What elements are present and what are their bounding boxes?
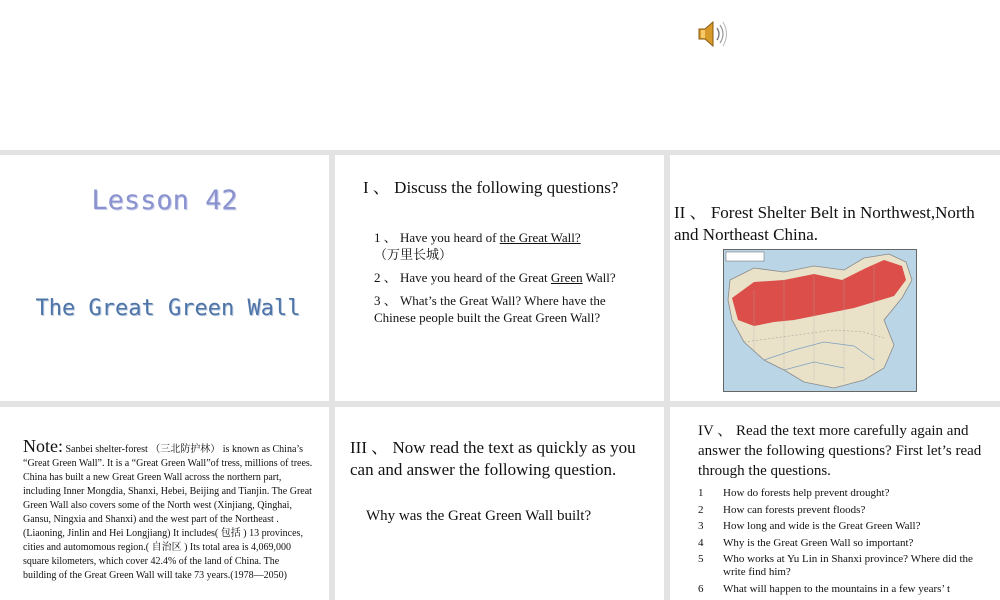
speaker-icon[interactable] <box>696 18 730 50</box>
question-number: 1 、 <box>374 230 397 245</box>
question-underlined: Green <box>550 270 583 285</box>
list-item-number: 6 <box>698 582 704 595</box>
list-item-number: 4 <box>698 536 704 549</box>
list-item-number: 5 <box>698 553 704 565</box>
note-label: Note: <box>23 436 63 456</box>
discuss-question <box>374 269 636 286</box>
list-item <box>698 583 988 596</box>
careful-read-question-list <box>698 487 988 599</box>
list-item-text: Who works at Yu Lin in Shanxi province? Where did the write find him? <box>723 553 973 578</box>
discuss-heading: I 、 Discuss the following questions? <box>363 178 619 197</box>
question-number: 2 、 <box>374 270 397 285</box>
quick-read-heading: III 、 Now read the text as quickly as you can and answer the following question. <box>350 438 636 479</box>
list-item-number: 3 <box>698 520 704 532</box>
list-item <box>698 537 988 550</box>
list-item <box>698 553 988 579</box>
list-item-text: Why is the Great Green Wall so important? <box>723 536 914 549</box>
slide-forest-belt[interactable] <box>670 155 1000 401</box>
lesson-title: Lesson 42 <box>91 185 238 216</box>
discuss-question-list <box>374 229 636 332</box>
question-underlined: the Great Wall? <box>499 230 581 245</box>
discuss-question <box>374 292 636 326</box>
list-item <box>698 487 988 500</box>
list-item-text: How do forests help prevent drought? <box>723 487 890 499</box>
note-text: Sanbei shelter-forest （三北防护林） is known as China’s “Great Green Wall”. It is a “Great Green Wall”of tress, millions of trees. China has built a new Great Green Wall across the northern part, including Inner Mongdia, Shanxi, Hebei, Beijing and Tianjin. The Great Green Wall also covers some of the North west (Xinjiang, Qinghai, Gansu, Ningxia and Shanxi) and the west part of the Northeast .(Liaoning, Jinlin and Hei Longjiang) It includes( 包括 ) 13 provinces, cities and automomous region.( 自治区 ) Its total area is 4,069,000 square kilometers, which cover 42.4% of the land of China. The building of the Great Green Wall will take 73 years.(1978—2050) <box>23 444 313 581</box>
slide-careful-read[interactable] <box>670 407 1000 600</box>
list-item-text: How long and wide is the Great Green Wall? <box>723 520 921 532</box>
top-band <box>0 0 1000 150</box>
slide-lesson-title[interactable] <box>0 155 329 401</box>
question-number: 3 、 <box>374 293 397 308</box>
forest-belt-heading: II 、 Forest Shelter Belt in Northwest,North and Northeast China. <box>674 203 975 244</box>
note-block <box>23 436 313 583</box>
list-item-number: 1 <box>698 487 704 499</box>
question-text: What’s the Great Wall? Where have the Chinese people built the Great Green Wall? <box>374 293 606 325</box>
discuss-question <box>374 229 636 263</box>
slide-note[interactable] <box>0 407 329 600</box>
question-text: Have you heard of <box>400 230 500 245</box>
question-text-end: Wall? <box>582 270 616 285</box>
careful-read-heading: IV 、 Read the text more carefully again and answer the following questions? First let’s read through the questions. <box>698 423 982 479</box>
quick-read-question: Why was the Great Green Wall built? <box>366 508 592 524</box>
list-item-text: How can forests prevent floods? <box>723 503 866 516</box>
list-item-text: What will happen to the mountains in a few years’ t <box>723 582 951 595</box>
slide-discuss[interactable] <box>335 155 664 401</box>
question-text: Have you heard of the Great <box>400 270 551 285</box>
list-item <box>698 504 988 517</box>
question-chinese-note: （万里长城） <box>374 247 453 262</box>
lesson-subtitle: The Great Green Wall <box>35 296 301 321</box>
slide-quick-read[interactable] <box>335 407 664 600</box>
list-item <box>698 520 988 533</box>
list-item-number: 2 <box>698 503 704 516</box>
china-forest-belt-map <box>723 249 917 392</box>
